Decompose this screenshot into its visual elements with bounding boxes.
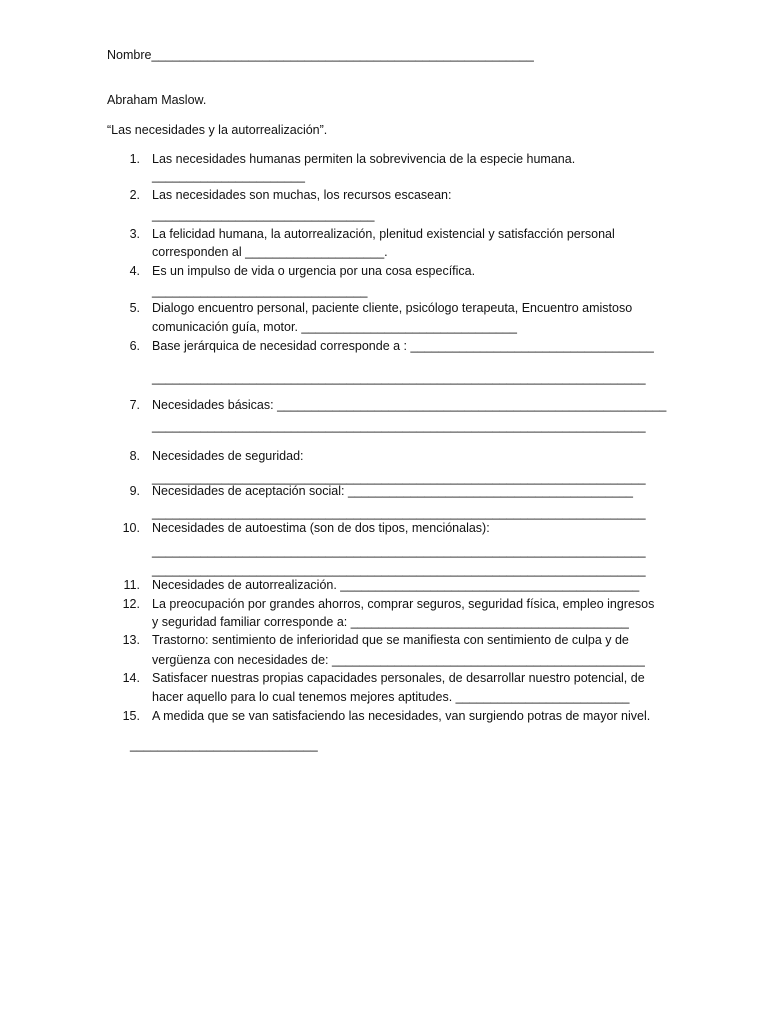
question-number: 8. <box>129 449 140 463</box>
question-text-line: Necesidades básicas: ________________________________________________________ <box>152 398 667 412</box>
question-number: 1. <box>129 152 140 166</box>
question-number: 15. <box>122 709 140 723</box>
answer-blank-line[interactable]: _______________________________ <box>152 284 368 298</box>
worksheet-title: “Las necesidades y la autorrealización”. <box>107 123 328 137</box>
answer-blank-line[interactable]: _______________________________________________________________________ <box>152 371 646 385</box>
question-text-line: Trastorno: sentimiento de inferioridad que se manifiesta con sentimiento de culpa y de <box>152 633 629 647</box>
name-blank[interactable]: _______________________________________________________ <box>151 48 534 62</box>
question-text-line: hacer aquello para lo cual tenemos mejores aptitudes. _________________________ <box>152 690 630 704</box>
question-text-line: A medida que se van satisfaciendo las necesidades, van surgiendo potras de mayor nivel. <box>152 709 651 723</box>
question-text-line: Las necesidades humanas permiten la sobrevivencia de la especie humana. <box>152 152 576 166</box>
question-number: 3. <box>129 227 140 241</box>
question-text-line: Necesidades de aceptación social: _________________________________________ <box>152 484 633 498</box>
question-text-line: Dialogo encuentro personal, paciente cliente, psicólogo terapeuta, Encuentro amistoso <box>152 301 633 315</box>
footer-blank[interactable]: ___________________________ <box>130 738 318 752</box>
author-line: Abraham Maslow. <box>107 93 207 107</box>
answer-blank-line[interactable]: _______________________________________________________________________ <box>152 563 646 577</box>
answer-blank-line[interactable]: _______________________________________________________________________ <box>152 544 646 558</box>
question-text-line: comunicación guía, motor. _______________________________ <box>152 320 517 334</box>
question-text-line: corresponden al ____________________. <box>152 245 388 259</box>
question-text-line: La felicidad humana, la autorrealización, plenitud existencial y satisfacción personal <box>152 227 615 241</box>
question-number: 10. <box>122 521 140 535</box>
question-text-line: Base jerárquica de necesidad corresponde a : ___________________________________ <box>152 339 654 353</box>
question-number: 11. <box>123 578 140 592</box>
question-text-line: Necesidades de seguridad: <box>152 449 304 463</box>
answer-blank-line[interactable]: ______________________ <box>152 169 305 183</box>
question-text-line: Es un impulso de vida o urgencia por una cosa específica. <box>152 264 476 278</box>
question-number: 13. <box>122 633 140 647</box>
question-text-line: Necesidades de autorrealización. ___________________________________________ <box>152 578 640 592</box>
answer-blank-line[interactable]: _______________________________________________________________________ <box>152 419 646 433</box>
question-text-line: vergüenza con necesidades de: _____________________________________________ <box>152 653 645 667</box>
question-number: 5. <box>129 301 140 315</box>
answer-blank-line[interactable]: ________________________________ <box>152 208 375 222</box>
question-number: 14. <box>122 671 140 685</box>
name-field-row <box>107 47 534 63</box>
question-number: 7. <box>129 398 140 412</box>
question-text-line: y seguridad familiar corresponde a: ________________________________________ <box>152 615 629 629</box>
question-number: 4. <box>129 264 140 278</box>
answer-blank-line[interactable]: _______________________________________________________________________ <box>152 506 646 520</box>
question-number: 6. <box>129 339 140 353</box>
question-number: 12. <box>122 597 140 611</box>
question-number: 2. <box>129 188 140 202</box>
question-text-line: La preocupación por grandes ahorros, comprar seguros, seguridad física, empleo ingresos <box>152 597 655 611</box>
answer-blank-line[interactable]: _______________________________________________________________________ <box>152 471 646 485</box>
question-number: 9. <box>129 484 140 498</box>
name-label: Nombre <box>107 48 152 62</box>
question-text-line: Las necesidades son muchas, los recursos escasean: <box>152 188 452 202</box>
question-text-line: Satisfacer nuestras propias capacidades personales, de desarrollar nuestro potencial, de <box>152 671 645 685</box>
question-text-line: Necesidades de autoestima (son de dos tipos, menciónalas): <box>152 521 490 535</box>
